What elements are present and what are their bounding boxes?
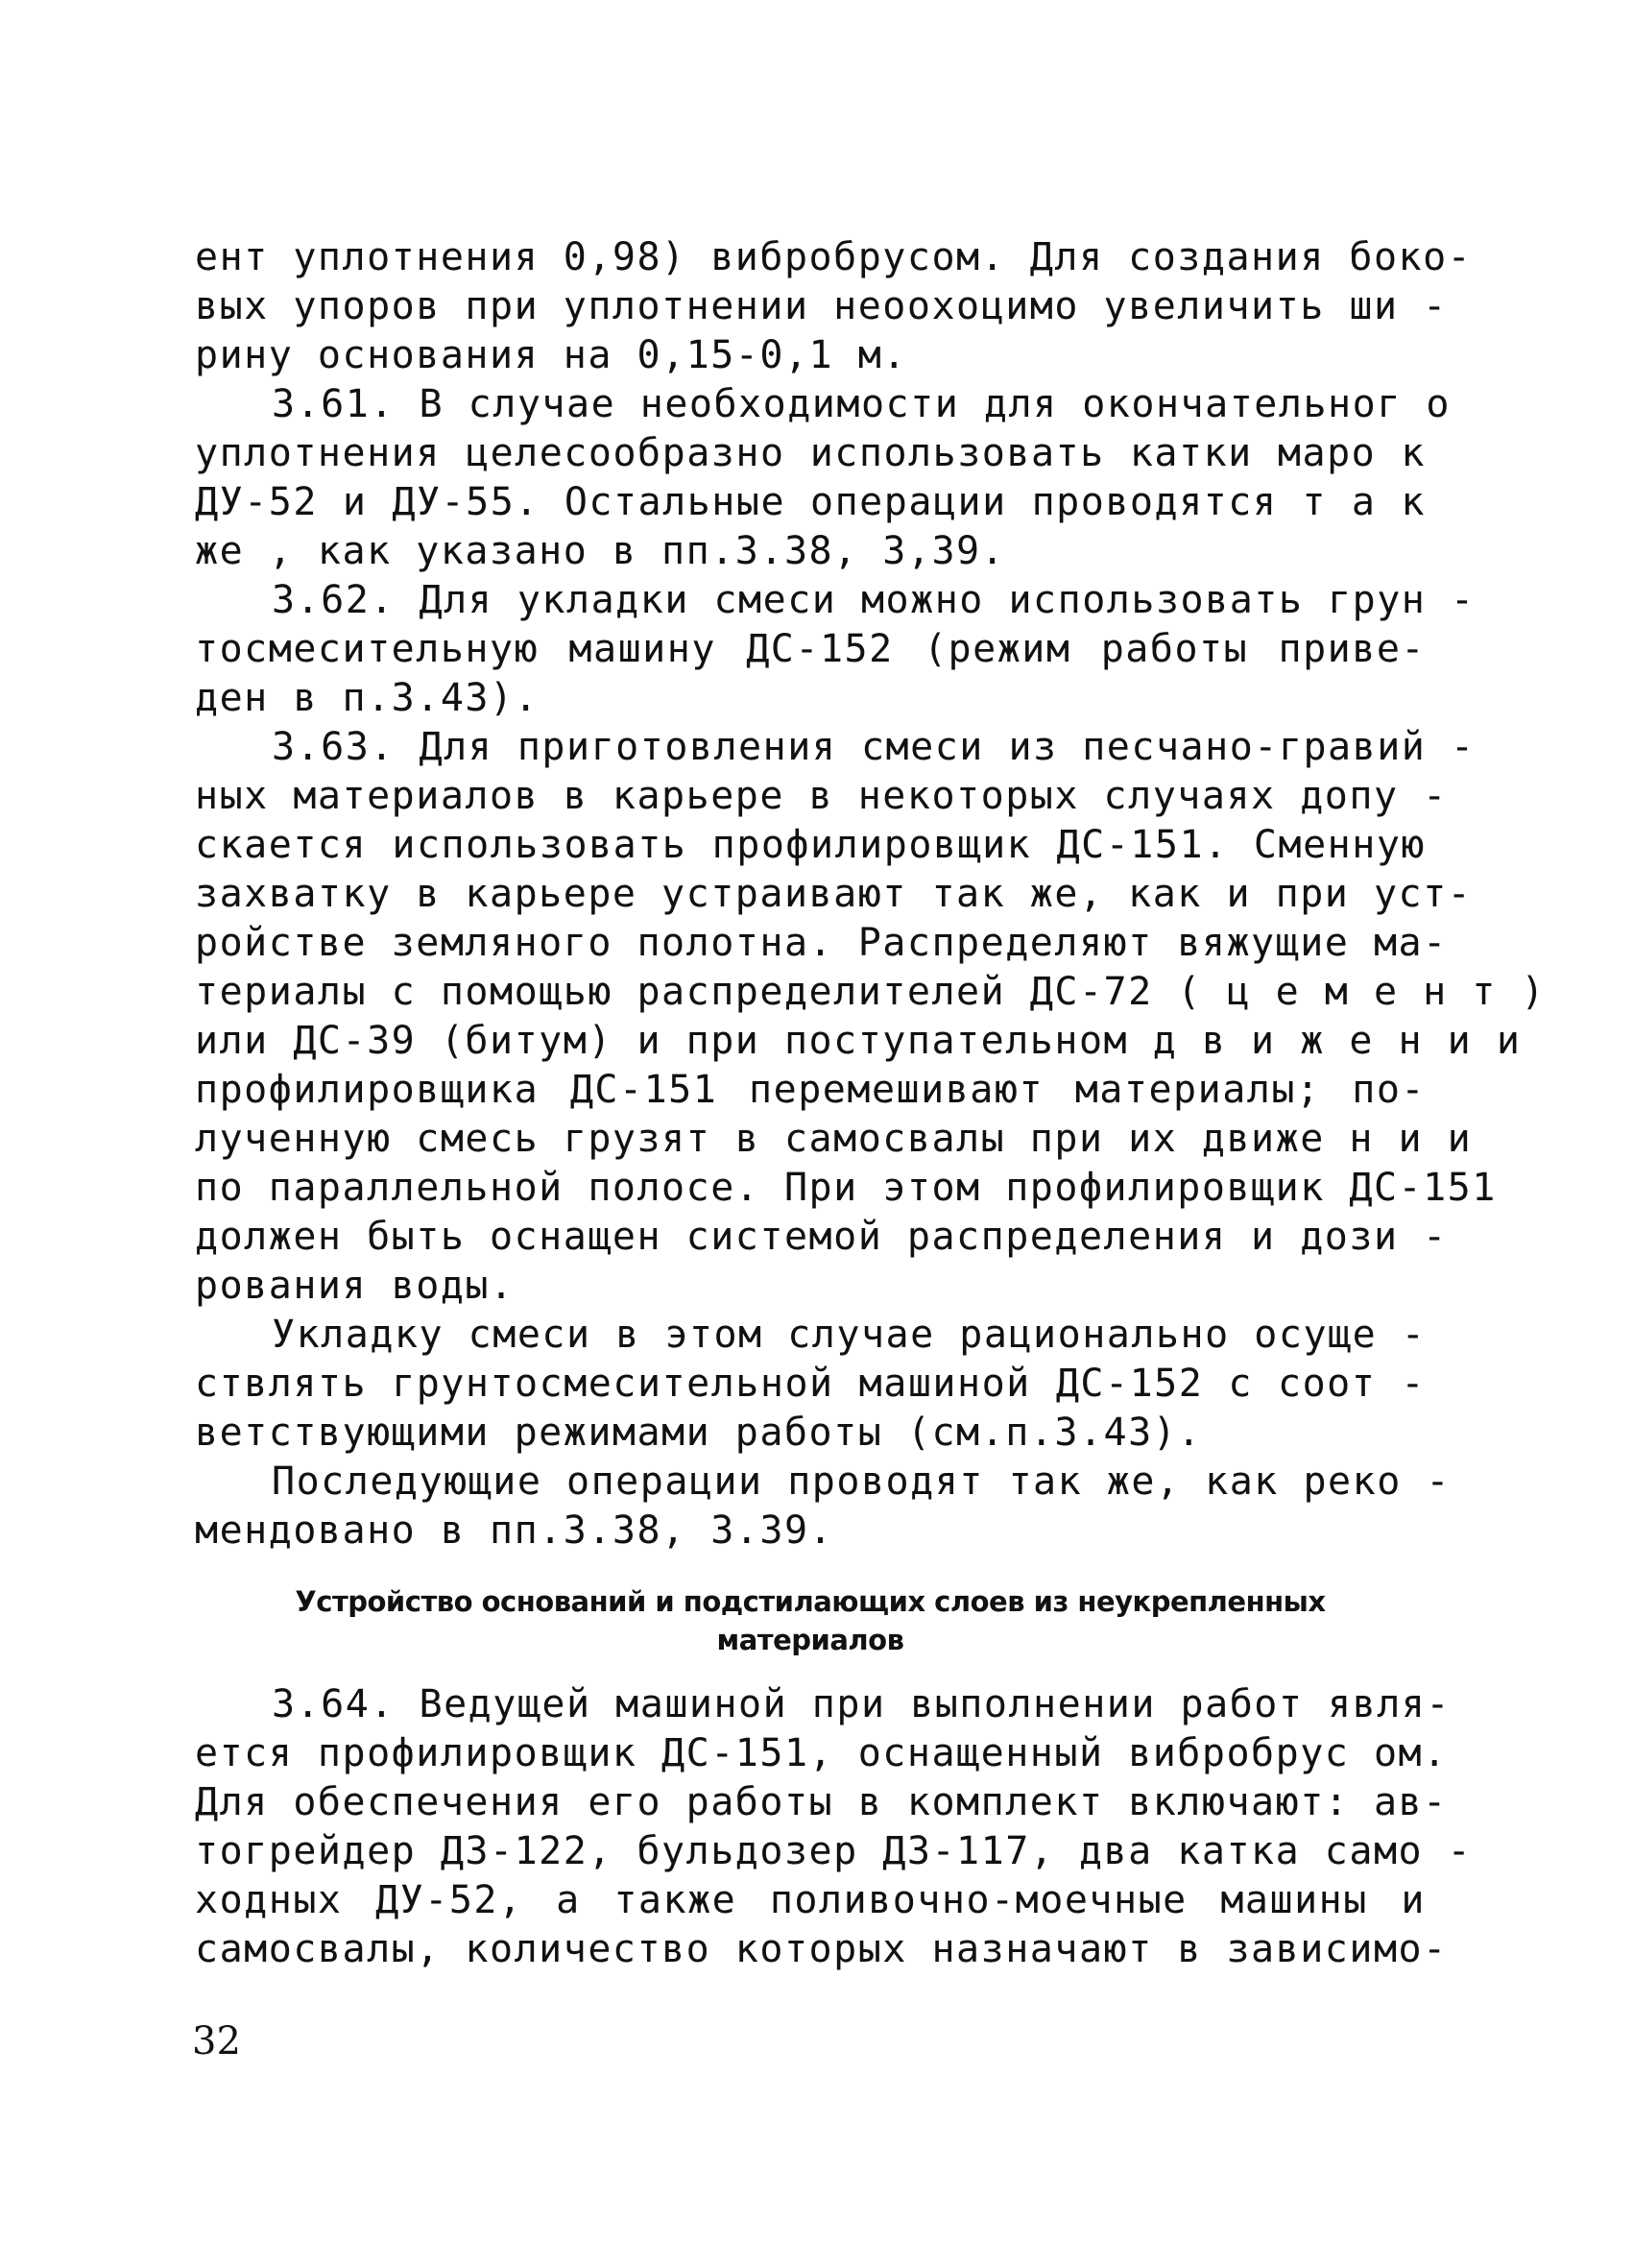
text-line: териалы с помощью распределителей ДС-72 ( ц е м е н т ) bbox=[195, 970, 1547, 1014]
text-line: Для обеспечения его работы в комплект включают: ав- bbox=[195, 1780, 1448, 1824]
page-number: 32 bbox=[192, 2019, 241, 2063]
text-line: или ДС-39 (битум) и при поступательном д в и ж е н и и bbox=[195, 1019, 1522, 1063]
text-line: мендовано в пп.3.38, 3.39. bbox=[195, 1508, 834, 1553]
text-line: ройстве земляного полотна. Распределяют вяжущие ма- bbox=[195, 921, 1448, 965]
text-line: же , как указано в пп.3.38, 3,39. bbox=[195, 529, 1006, 573]
text-line: самосвалы, количество которых назначают в зависимо- bbox=[195, 1927, 1448, 1971]
text-line: тогрейдер ДЗ-122, бульдозер ДЗ-117, два катка само - bbox=[195, 1829, 1473, 1873]
paragraph-3-63-start: 3.63. Для приготовления смеси из песчано-гравий - bbox=[272, 725, 1476, 769]
text-block-main bbox=[195, 233, 1547, 1556]
text-line: захватку в карьере устраивают так же, как и при уст- bbox=[195, 872, 1473, 916]
text-line: тосмесительную машину ДС-152 (режим работы приве- bbox=[195, 627, 1426, 671]
text-line: скается использовать профилировщик ДС-151. Сменную bbox=[195, 823, 1426, 867]
paragraph-subsequent-start: Последующие операции проводят так же, как реко - bbox=[272, 1460, 1451, 1504]
text-line: ется профилировщик ДС-151, оснащенный вибробрус ом. bbox=[195, 1731, 1448, 1775]
text-line: уплотнения целесообразно использовать катки маро к bbox=[195, 431, 1426, 475]
paragraph-3-61-start: 3.61. В случае необходимости для окончательног о bbox=[272, 382, 1451, 426]
text-line: ствлять грунтосмесительной машиной ДС-152 с соот - bbox=[195, 1362, 1426, 1406]
text-line: ных материалов в карьере в некоторых случаях допу - bbox=[195, 774, 1448, 818]
text-line: профилировщика ДС-151 перемешивают материалы; по- bbox=[195, 1068, 1426, 1112]
text-line: рину основания на 0,15-0,1 м. bbox=[195, 333, 907, 377]
paragraph-laying-start: Укладку смеси в этом случае рационально осуще - bbox=[272, 1313, 1427, 1357]
text-line: вых упоров при уплотнении неоохоцимо увеличить ши - bbox=[195, 284, 1448, 328]
section-heading bbox=[195, 1582, 1426, 1659]
text-line: ДУ-52 и ДУ-55. Остальные операции проводятся т а к bbox=[195, 480, 1426, 524]
text-line: ент уплотнения 0,98) вибробрусом. Для создания боко- bbox=[195, 235, 1473, 279]
paragraph-3-64-start: 3.64. Ведущей машиной при выполнении работ явля- bbox=[272, 1682, 1451, 1726]
text-line: ветствующими режимами работы (см.п.3.43). bbox=[195, 1411, 1202, 1455]
text-line: по параллельной полосе. При этом профилировщик ДС-151 bbox=[195, 1166, 1497, 1210]
text-line: должен быть оснащен системой распределения и дози - bbox=[195, 1215, 1448, 1259]
section-heading-line-2: материалов bbox=[716, 1624, 904, 1656]
text-line: ден в п.3.43). bbox=[195, 676, 540, 720]
text-line: рования воды. bbox=[195, 1264, 515, 1308]
section-heading-line-1: Устройство оснований и подстилающих слоев из неукрепленных bbox=[295, 1585, 1326, 1618]
text-block-section bbox=[195, 1680, 1473, 1974]
paragraph-3-62-start: 3.62. Для укладки смеси можно использовать грун - bbox=[272, 578, 1476, 622]
text-line: лученную смесь грузят в самосвалы при их движе н и и bbox=[195, 1117, 1473, 1161]
text-line: ходных ДУ-52, а также поливочно-моечные машины и bbox=[195, 1878, 1426, 1922]
